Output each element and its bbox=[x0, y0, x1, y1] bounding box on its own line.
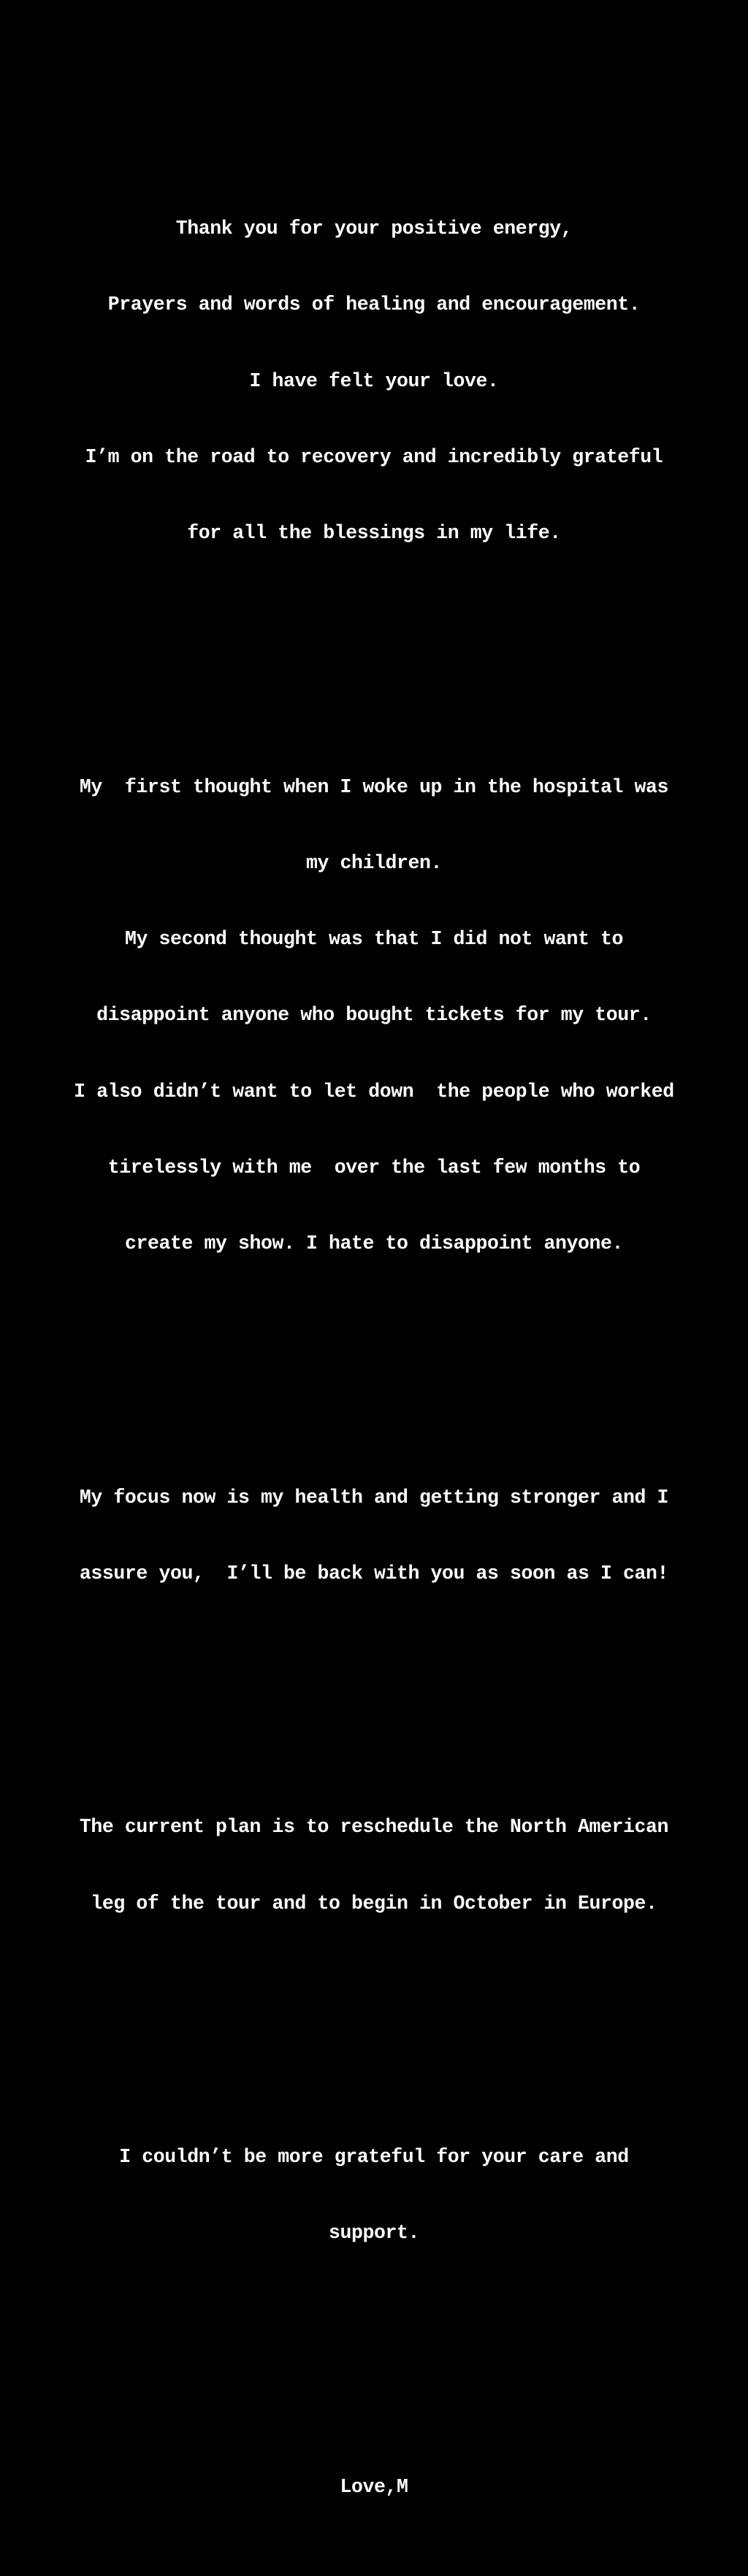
text-line: My focus now is my health and getting stronger and I bbox=[79, 1486, 669, 1509]
text-line: The current plan is to reschedule the North American bbox=[79, 1816, 669, 1839]
signature-line: Love,M bbox=[340, 2475, 408, 2498]
text-line: Thank you for your positive energy, bbox=[175, 218, 573, 239]
message-text bbox=[0, 115, 748, 2576]
paragraph-gratitude bbox=[0, 166, 748, 597]
text-line: my children. bbox=[305, 851, 443, 874]
text-line: I’m on the road to recovery and incredibly grateful bbox=[85, 445, 663, 468]
text-line: support. bbox=[328, 2222, 420, 2245]
text-line: I also didn’t want to let down the people who worked bbox=[74, 1080, 674, 1103]
text-line: create my show. I hate to disappoint anyone. bbox=[124, 1233, 624, 1254]
paragraph-gap bbox=[0, 1688, 748, 1714]
paragraph-gap bbox=[0, 2017, 748, 2043]
text-line: Prayers and words of healing and encouragement. bbox=[107, 294, 641, 316]
text-line: I couldn’t be more grateful for your care and bbox=[119, 2146, 629, 2168]
text-line: disappoint anyone who bought tickets for my tour. bbox=[96, 1004, 652, 1027]
paragraph-plan bbox=[0, 1764, 748, 1967]
text-line: assure you, I’ll be back with you as soon as I can! bbox=[79, 1562, 669, 1584]
text-line: tirelessly with me over the last few months to bbox=[107, 1156, 641, 1178]
paragraph-gap bbox=[0, 2347, 748, 2373]
text-line: My second thought was that I did not want to bbox=[124, 928, 624, 950]
text-line: leg of the tour and to begin in October in Europe. bbox=[91, 1892, 657, 1914]
text-line: My first thought when I woke up in the hospital was bbox=[79, 775, 669, 798]
paragraph-hospital bbox=[0, 724, 748, 1307]
paragraph-focus bbox=[0, 1434, 748, 1637]
paragraph-grateful bbox=[0, 2094, 748, 2297]
paragraph-gap bbox=[0, 1358, 748, 1384]
signature bbox=[0, 2423, 748, 2550]
paragraph-gap bbox=[0, 648, 748, 673]
text-line: for all the blessings in my life. bbox=[187, 522, 561, 544]
text-line: I have felt your love. bbox=[249, 369, 499, 392]
